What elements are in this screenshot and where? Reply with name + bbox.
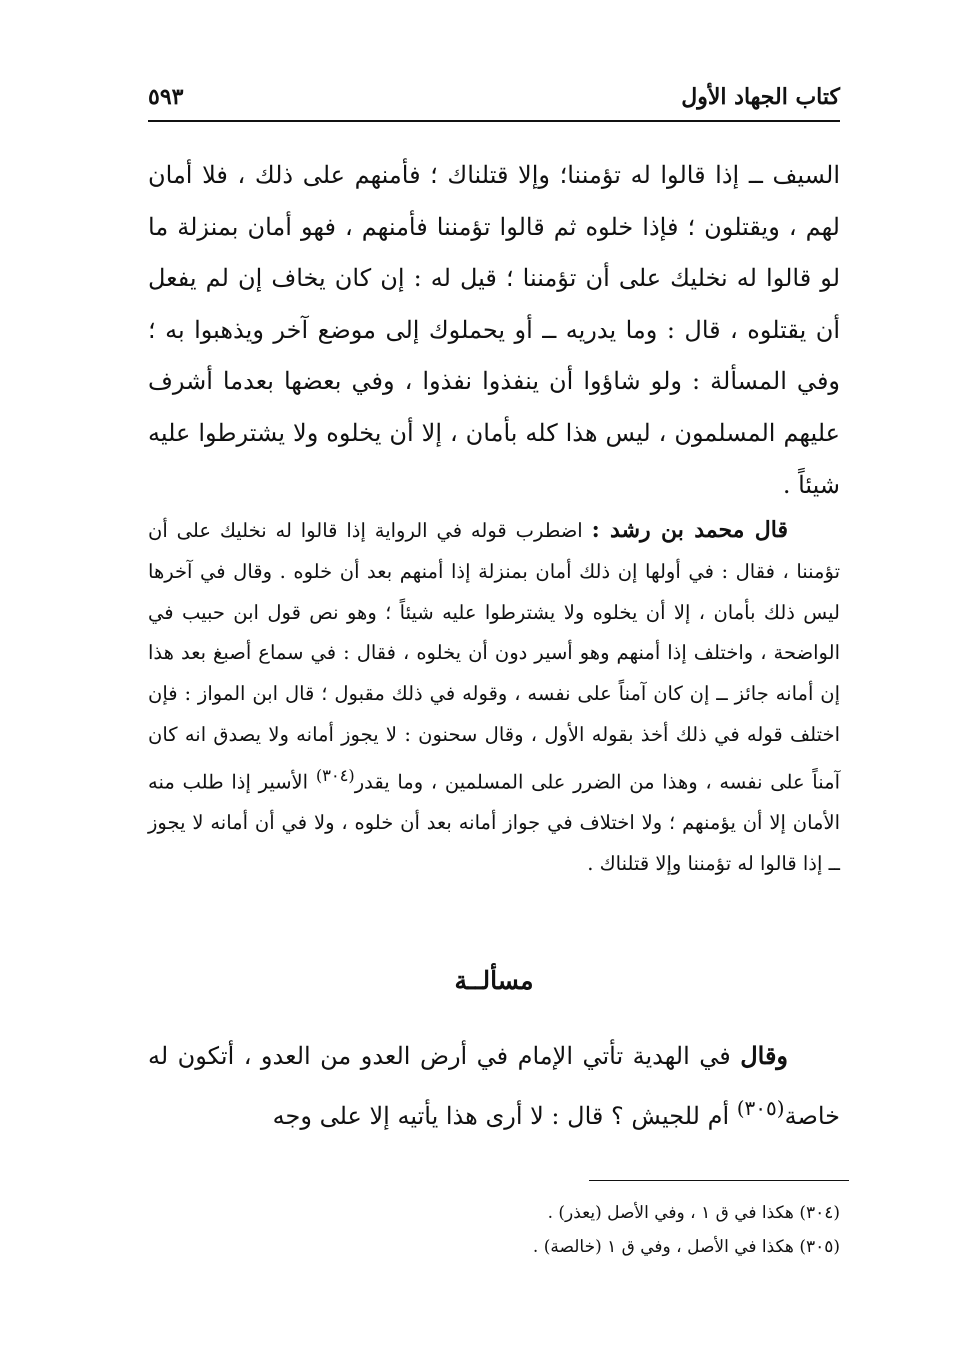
page-number: ٥٩٣ [148, 84, 184, 110]
commentary-text-continued: الأسير إذا طلب منه الأمان إلا أن يؤمنهم ؛ ولا اختلاف في جواز أمانه بعد أن خلوه ، ولا في أن أمانه لا يجوز ــ إذا قالوا له تؤمننا وإلا قتلناك . [148, 770, 840, 875]
footnote-separator [589, 1180, 849, 1181]
commentary-paragraph [148, 510, 840, 885]
paragraph-continuation: السيف ــ إذا قالوا له تؤمننا؛ وإلا قتلناك ؛ فأمنهم على ذلك ، فلا أمان لهم ، ويقتلون ؛ فإذا خلوه ثم قالوا تؤمننا فأمنهم ، فهو أمان بمنزلة ما لو قالوا له نخليك على أن تؤمننا ؛ قيل له : إن كان يخاف إن لم يفعل أن يقتلوه ، قال : وما يدريه ــ أو يحملوك إلى موضع آخر ويذهبوا به ؛ وفي المسألة : ولو شاؤوا أن ينفذوا نفذوا ، وفي بعضها بعدما أشرف عليهم المسلمون ، ليس هذا كله بأمان ، إلا أن يخلوه ولا يشترطوا عليه شيئاً . [148, 161, 840, 499]
footnote-ref-304[interactable]: (٣٠٤) [315, 765, 355, 785]
running-header [148, 78, 840, 118]
footnote-marker: (٣٠٤) [799, 1203, 840, 1223]
commentary-lead: قال محمد بن رشد : [591, 517, 788, 543]
footnote-text: هكذا في ق ١ ، وفي الأصل (يعذر) . [547, 1203, 800, 1223]
section-heading: مسألــة [454, 966, 534, 995]
question-text: في الهدية تأتي الإمام في أرض العدو من العدو ، أتكون له خاصة [148, 1042, 840, 1130]
footnote-ref-305[interactable]: (٣٠٥) [736, 1096, 785, 1120]
footnote-marker: (٣٠٥) [799, 1237, 840, 1257]
question-paragraph [148, 1030, 840, 1142]
footnotes [148, 1196, 840, 1264]
header-rule [148, 120, 840, 122]
footnote-item [148, 1230, 840, 1264]
footnote-item [148, 1196, 840, 1230]
commentary-text: اضطرب قوله في الرواية إذا قالوا له نخليك على أن تؤمننا ، فقال : في أولها إن ذلك أمان بمنزلة إذا أمنهم بعد أن خلوه . وقال في آخرها ليس ذلك بأمان ، إلا أن يخلوه ولا يشترطوا عليه شيئاً ؛ وهو نص قول ابن حبيب في الواضحة ، واختلف إذا أمنهم وهو أسير دون أن يخلوه ، فقال : في سماع أصبغ بعد هذا إن أمانه جائز ــ إن كان آمناً على نفسه ، وقوله في ذلك مقبول ؛ قال ابن المواز : فإن اختلف قوله في ذلك أخذ بقوله الأول ، وقال سحنون : لا يجوز أمانه ولا يصدق انه كان آمناً على نفسه ، وهذا من الضرر على المسلمين ، وما يقدر [148, 519, 841, 794]
footnote-text: هكذا في الأصل ، وفي ق ١ (خالصة) . [532, 1237, 800, 1257]
question-text-continued: أم للجيش ؟ قال : لا أرى هذا يأتيه إلا على وجه [272, 1102, 737, 1130]
book-title: كتاب الجهاد الأول [681, 84, 840, 110]
question-lead: وقال [740, 1041, 788, 1070]
